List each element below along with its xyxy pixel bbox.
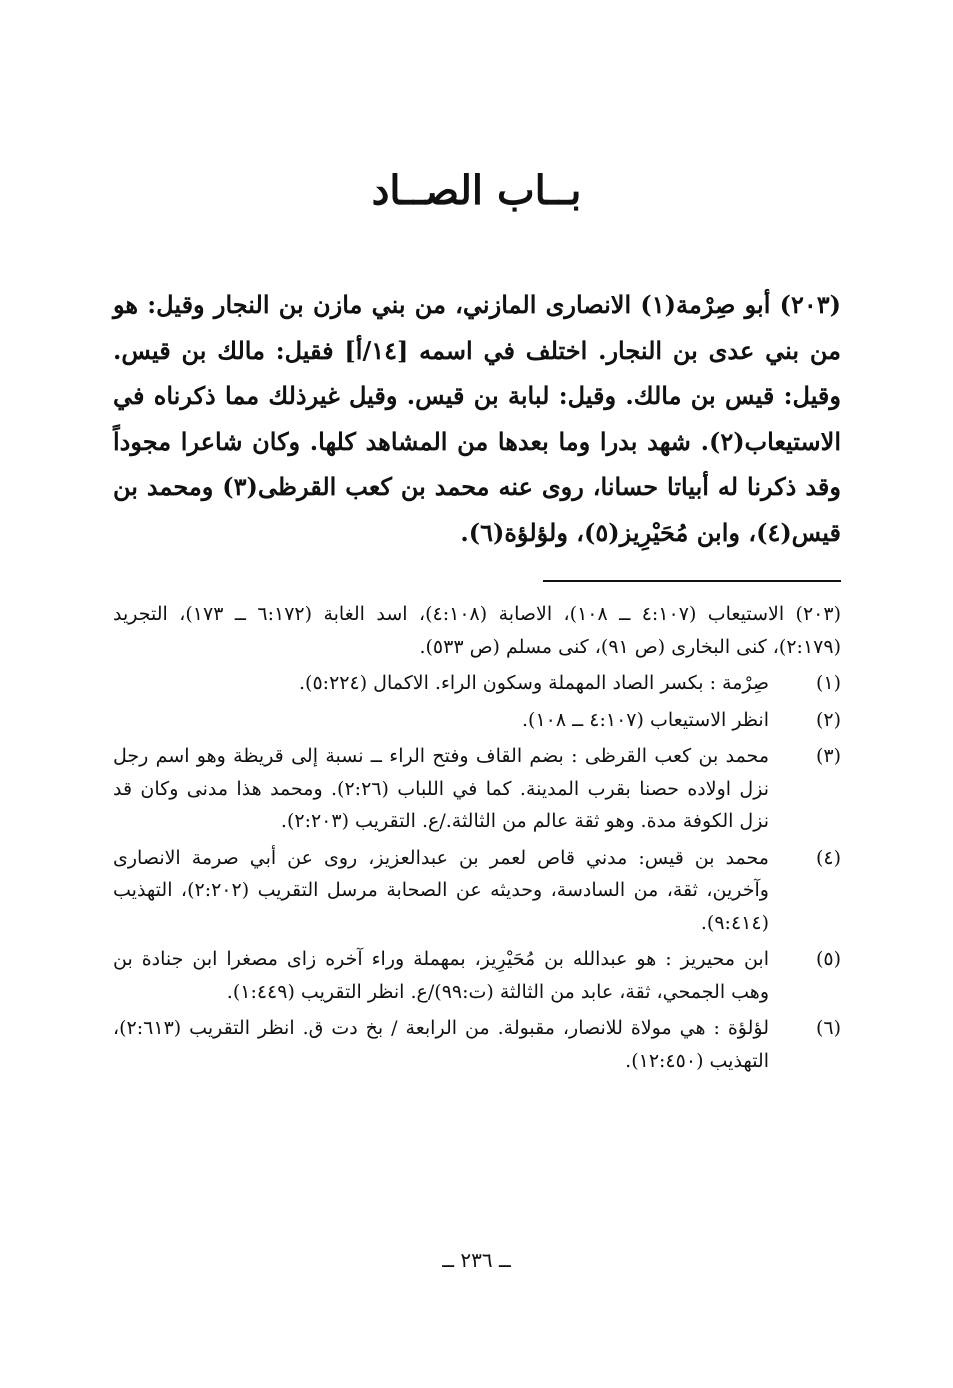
footnote-text: محمد بن كعب القرظى : بضم القاف وفتح الراء ــ نسبة إلى قريظة وهو اسم رجل نزل اولاده حصنا بقرب المدينة. كما في اللباب (٢:٢٦). ومحمد هذا مدنى وكان قد نزل الكوفة مدة. وهو ثقة عالم من الثالثة./ع. التقريب (٢:٢٠٣). <box>113 745 769 832</box>
footnote-number: (٦) <box>815 1017 841 1039</box>
footnote-number: (١) <box>815 672 841 694</box>
footnote-item <box>113 943 841 1008</box>
footnote-text: صِرْمة : بكسر الصاد المهملة وسكون الراء. الاكمال (٥:٢٢٤). <box>299 672 769 694</box>
footnote-number: (٤) <box>815 846 841 869</box>
footnote-text: لؤلؤة : هي مولاة للانصار، مقبولة. من الرابعة / بخ دت ق. انظر التقريب (٢:٦١٣)، التهذيب (١٢:٤٥٠). <box>113 1017 769 1072</box>
page-number: ــ ٢٣٦ ــ <box>442 1248 511 1272</box>
footnote-divider <box>543 580 841 582</box>
footnote-sources: (٢٠٣) الاستيعاب (٤:١٠٧ ــ ١٠٨)، الاصابة (٤:١٠٨)، اسد الغابة (٦:١٧٢ ــ ١٧٣)، التجريد (٢:١٧٩)، كنى البخارى (ص ٩١)، كنى مسلم (ص ٥٣٣). <box>113 603 841 658</box>
footnote-item <box>113 740 841 838</box>
footnote-text: محمد بن قيس: مدني قاص لعمر بن عبدالعزيز، روى عن أبي صرمة الانصارى وآخرين، ثقة، من السادسة، وحديثه عن الصحابة مرسل التقريب (٢:٢٠٢)، التهذيب (٩:٤١٤). <box>113 846 769 934</box>
chapter-title: بــاب الصــاد <box>371 166 582 214</box>
entry-body <box>113 282 841 555</box>
footnote-item <box>113 842 841 940</box>
footnote-item <box>113 667 841 700</box>
footnote-item <box>113 704 841 737</box>
footnote-text: ابن محيريز : هو عبدالله بن مُحَيْرِيز، بمهملة وراء آخره زاى مصغرا ابن جنادة بن وهب الجمحي، ثقة، عابد من الثالثة (ت:٩٩)/ع. انظر التقريب (١:٤٤٩). <box>113 948 769 1003</box>
footnote-text: انظر الاستيعاب (٤:١٠٧ ــ ١٠٨). <box>521 708 769 731</box>
footnote-number: (٣) <box>815 745 841 767</box>
footnotes-section <box>113 598 841 1081</box>
footnote-item <box>113 1012 841 1077</box>
entry-paragraph: (٢٠٣) أبو صِرْمة(١) الانصارى المازني، من بني مازن بن النجار وقيل: هو من بني عدى بن النجار. اختلف في اسمه [١٤/أ] فقيل: مالك بن قيس. وقيل: قيس بن مالك. وقيل: لبابة بن قيس. وقيل غيرذلك مما ذكرناه في الاستيعاب(٢). شهد بدرا وما بعدها من المشاهد كلها. وكان شاعرا مجوداً وقد ذكرنا له أبياتا حسانا، روى عنه محمد بن كعب القرظى(٣) ومحمد بن قيس(٤)، وابن مُحَيْرِيز(٥)، ولؤلؤة(٦). <box>113 290 841 547</box>
footnote-number: (٢) <box>815 708 841 731</box>
footnote-number: (٥) <box>815 948 841 970</box>
